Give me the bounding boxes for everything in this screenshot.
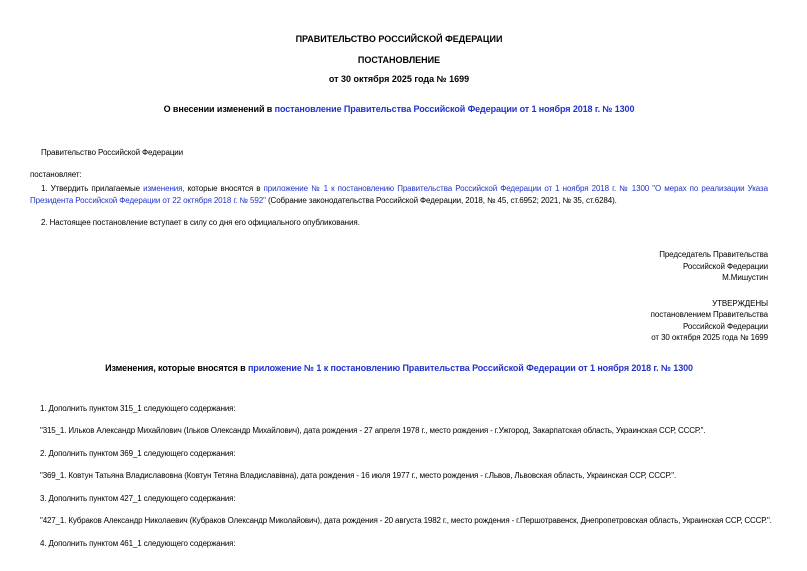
paragraph-1-text: (Собрание законодательства Российской Федерации, 2018, № 45, ст.6952; 2021, № 35, ст.6284).	[265, 196, 617, 205]
signature-block	[30, 249, 768, 284]
approved-label: УТВЕРЖДЕНЫ	[712, 298, 768, 308]
approved-block	[30, 298, 768, 344]
amendments-heading-prefix: Изменения, которые вносятся в	[105, 362, 248, 373]
paragraph-2: 2. Настоящее постановление вступает в силу со дня его официального опубликования.	[41, 218, 360, 227]
signature-title-line: Российской Федерации	[683, 261, 768, 271]
amendment-item: "427_1. Кубраков Александр Николаевич (Кубраков Олександр Миколайович), дата рождения - 20 августа 1982 г., место рождения - г.Першотравенск, Днепропетровская область, Украинская ССР, СССР.".	[40, 516, 772, 525]
document-title	[30, 104, 768, 115]
approved-line: постановлением Правительства	[650, 310, 768, 319]
approved-line: Российской Федерации	[683, 321, 768, 331]
paragraph-1-link-annex[interactable]: приложение № 1 к постановлению Правительства Российской Федерации от 1 ноября 2018 г. № 1300 "О мерах по реализации Указа Президента Российской Федерации от 22 октября 2018 г. № 592"	[30, 184, 768, 205]
resolves-line: постановляет:	[30, 170, 82, 179]
amendments-heading-link[interactable]: приложение № 1 к постановлению Правительства Российской Федерации от 1 ноября 2018 г. № 1300	[247, 362, 693, 373]
amendment-item: 3. Дополнить пунктом 427_1 следующего содержания:	[40, 493, 236, 503]
approved-date-number: от 30 октября 2025 года № 1699	[651, 333, 768, 342]
signature-title-line: Председатель Правительства	[659, 250, 768, 259]
amendment-item: "369_1. Ковтун Татьяна Владиславовна (Ковтун Тетяна Владиславівна), дата рождения - 16 июля 1977 г., место рождения - г.Львов, Львовская область, Украинская ССР, СССР.".	[40, 471, 677, 480]
signature-name: М.Мишустин	[722, 273, 768, 282]
amendment-item: 1. Дополнить пунктом 315_1 следующего содержания:	[40, 403, 236, 413]
document-title-link[interactable]: постановление Правительства Российской Федерации от 1 ноября 2018 г. № 1300	[274, 104, 635, 114]
header-doc-type: ПОСТАНОВЛЕНИЕ	[357, 55, 441, 65]
header-organization: ПРАВИТЕЛЬСТВО РОССИЙСКОЙ ФЕДЕРАЦИИ	[295, 34, 503, 44]
document-title-prefix: О внесении изменений в	[163, 104, 275, 114]
amendments-list	[30, 403, 772, 549]
amendments-heading	[30, 363, 768, 374]
header-date-number: от 30 октября 2025 года № 1699	[328, 74, 470, 84]
amendment-item: 4. Дополнить пунктом 461_1 следующего содержания:	[40, 538, 236, 548]
paragraph-1	[30, 183, 768, 207]
amendment-item: 2. Дополнить пунктом 369_1 следующего содержания:	[40, 448, 236, 458]
paragraph-1-text: 1. Утвердить прилагаемые	[41, 184, 144, 193]
amendment-item: "315_1. Ильков Александр Михайлович (Ільков Олександр Михайлович), дата рождения - 27 апреля 1978 г., место рождения - г.Ужгород, Закарпатская область, Украинская ССР, СССР.".	[40, 426, 706, 435]
paragraph-1-text: которые вносятся в	[184, 184, 264, 193]
intro-line: Правительство Российской Федерации	[41, 148, 184, 157]
paragraph-1-link-changes[interactable]: изменения,	[143, 184, 185, 193]
